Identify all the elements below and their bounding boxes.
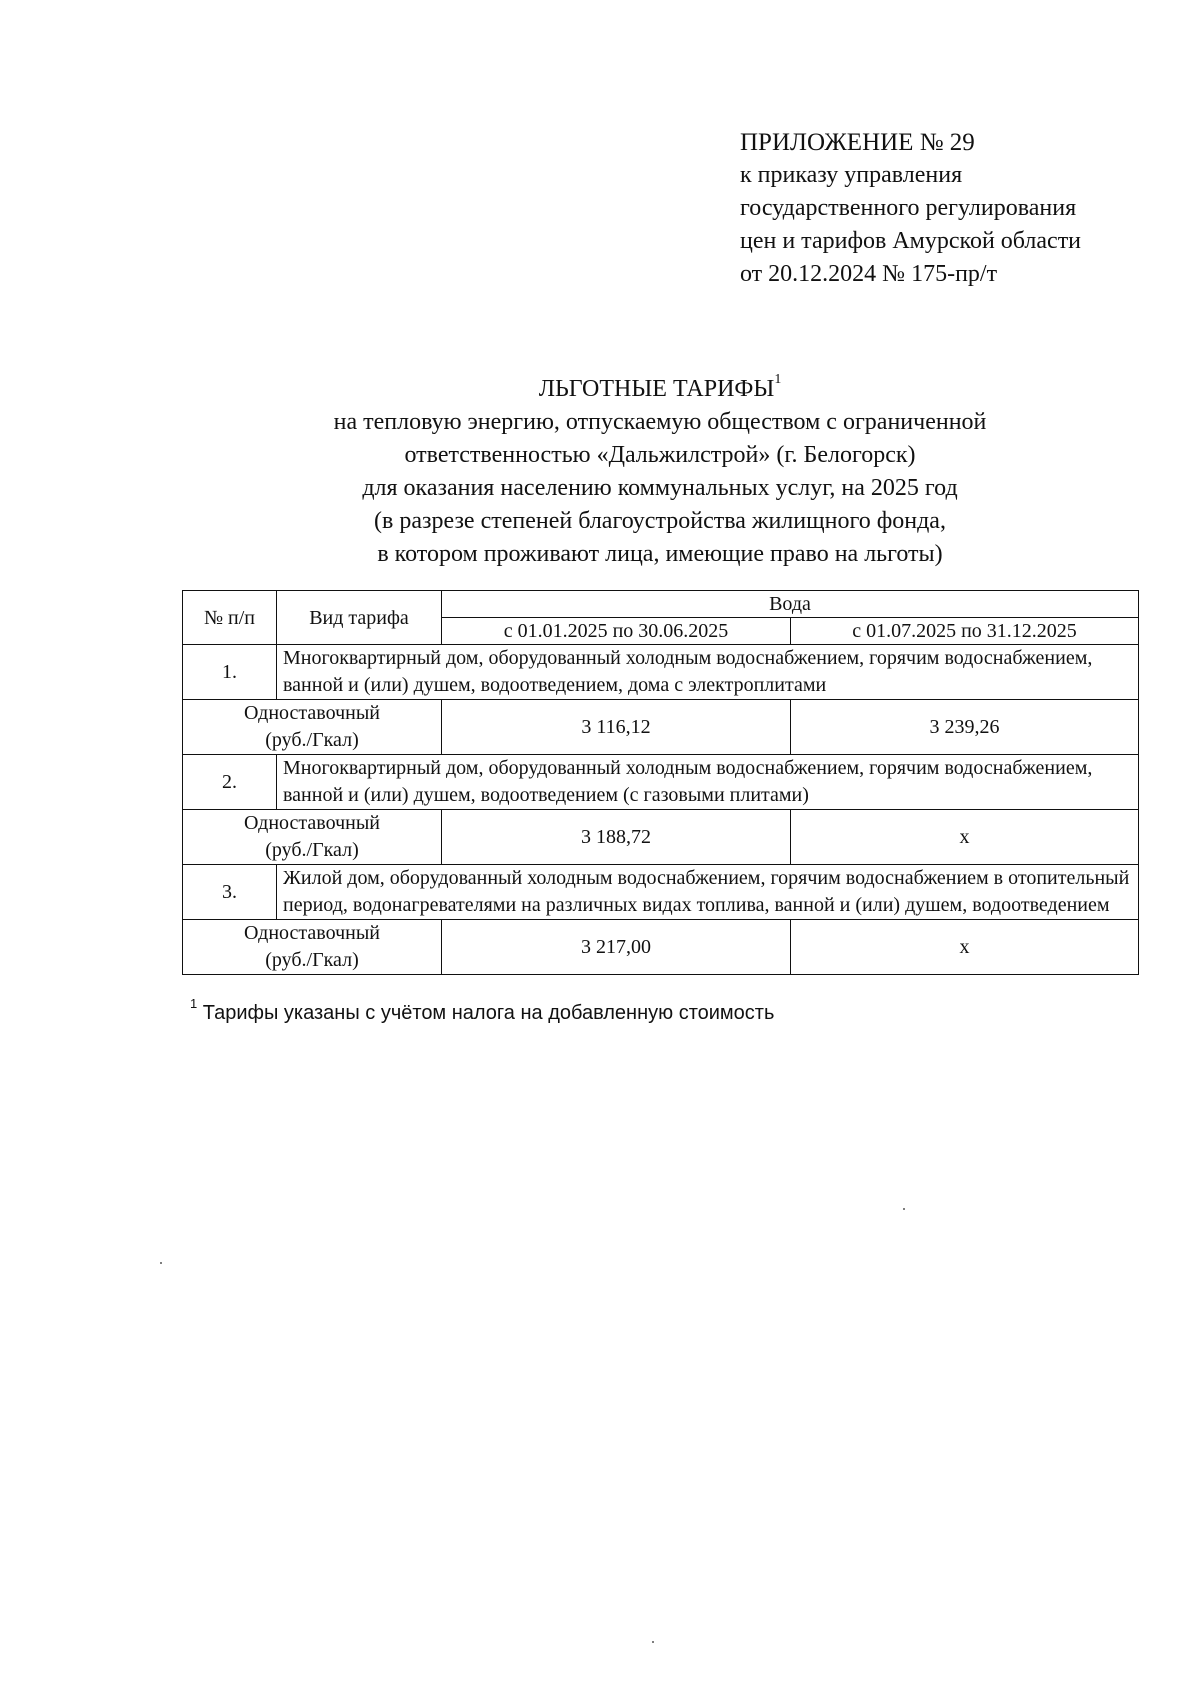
tariff-unit-label: (руб./Гкал) [265, 839, 359, 861]
group-num: 1. [183, 645, 277, 700]
header-period-2: с 01.07.2025 по 31.12.2025 [791, 618, 1139, 645]
footnote-text: Тарифы указаны с учётом налога на добавленную стоимость [202, 1002, 775, 1024]
table-row-group-3 [183, 865, 1139, 920]
tariff-value-period-1: 3 188,72 [442, 810, 791, 865]
table-header-row [183, 591, 1139, 618]
header-num: № п/п [183, 591, 277, 645]
tariff-type-label: Одноставочный [244, 812, 380, 834]
tariff-type-cell [183, 920, 442, 975]
appendix-line: от 20.12.2024 № 175-пр/т [740, 261, 998, 287]
document-title-block [180, 373, 1140, 571]
table-row-tariff-2 [183, 810, 1139, 865]
header-period-1: с 01.01.2025 по 30.06.2025 [442, 618, 791, 645]
footnote [190, 996, 775, 1026]
tariff-value-period-2: х [791, 920, 1139, 975]
title-line: для оказания населению коммунальных услуг, на 2025 год [362, 475, 958, 501]
table-row-group-1 [183, 645, 1139, 700]
appendix-block [740, 126, 1081, 291]
title-line: (в разрезе степеней благоустройства жилищного фонда, [374, 508, 946, 534]
footnote-mark: 1 [190, 996, 198, 1012]
document-title [180, 373, 1140, 406]
tariffs-table [182, 590, 1139, 975]
document-title-text: ЛЬГОТНЫЕ ТАРИФЫ [538, 376, 775, 402]
tariff-value-period-2: х [791, 810, 1139, 865]
title-line: на тепловую энергию, отпускаемую обществом с ограниченной [333, 409, 987, 435]
appendix-line: государственного регулирования [740, 195, 1077, 221]
tariff-unit-label: (руб./Гкал) [265, 729, 359, 751]
group-num: 3. [183, 865, 277, 920]
title-line: ответственностью «Дальжилстрой» (г. Белогорск) [404, 442, 916, 468]
tariff-type-label: Одноставочный [244, 702, 380, 724]
appendix-line: к приказу управления [740, 162, 963, 188]
tariff-value-period-2: 3 239,26 [791, 700, 1139, 755]
title-line: в котором проживают лица, имеющие право на льготы) [377, 541, 943, 567]
title-footnote-mark: 1 [774, 372, 782, 387]
group-description: Жилой дом, оборудованный холодным водоснабжением, горячим водоснабжением в отопительный период, водонагревателями на различных видах топлива, ванной и (или) душем, водоотведением [277, 865, 1139, 920]
scan-speck [652, 1641, 654, 1643]
appendix-line: цен и тарифов Амурской области [740, 228, 1082, 254]
tariff-type-cell [183, 810, 442, 865]
scan-speck [160, 1262, 162, 1264]
tariff-type-label: Одноставочный [244, 922, 380, 944]
table-row-tariff-3 [183, 920, 1139, 975]
group-num: 2. [183, 755, 277, 810]
table-row-tariff-1 [183, 700, 1139, 755]
tariff-value-period-1: 3 116,12 [442, 700, 791, 755]
scan-speck [903, 1208, 905, 1210]
tariff-unit-label: (руб./Гкал) [265, 949, 359, 971]
table-row-group-2 [183, 755, 1139, 810]
header-voda: Вода [442, 591, 1139, 618]
appendix-title: ПРИЛОЖЕНИЕ № 29 [740, 129, 975, 156]
group-description: Многоквартирный дом, оборудованный холодным водоснабжением, горячим водоснабжением, ванной и (или) душем, водоотведением (с газовыми плитами) [277, 755, 1139, 810]
group-description: Многоквартирный дом, оборудованный холодным водоснабжением, горячим водоснабжением, ванной и (или) душем, водоотведением, дома с электроплитами [277, 645, 1139, 700]
header-tariff-type: Вид тарифа [277, 591, 442, 645]
tariff-value-period-1: 3 217,00 [442, 920, 791, 975]
tariff-type-cell [183, 700, 442, 755]
